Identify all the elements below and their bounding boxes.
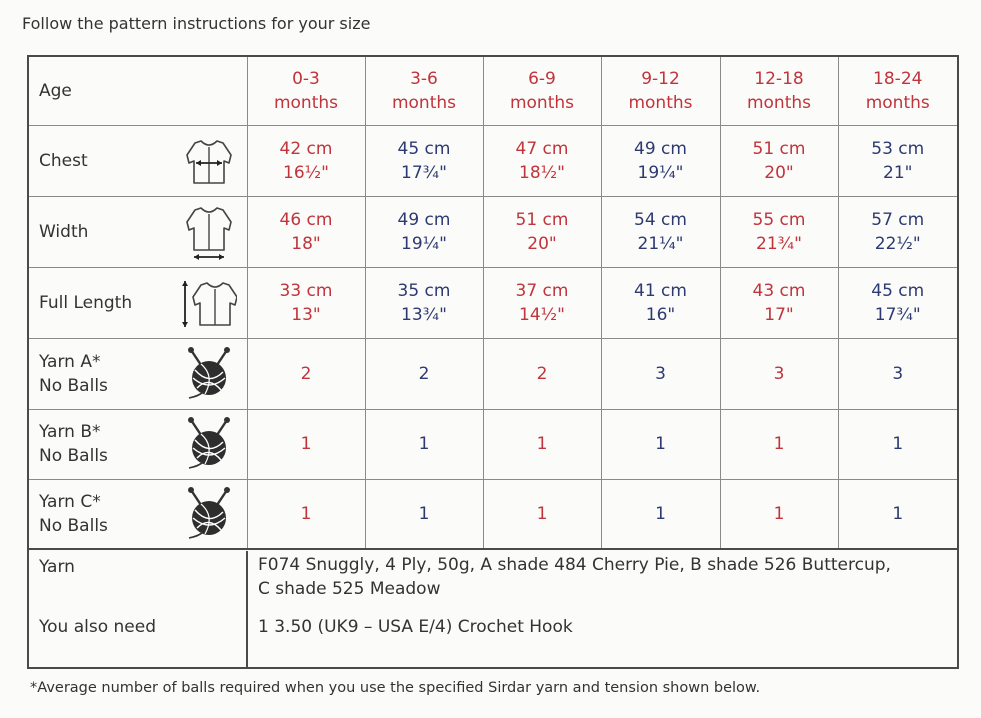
cardigan-chest-icon — [181, 133, 237, 189]
yarn-b-balls: 1 — [838, 409, 957, 479]
width-row — [29, 196, 957, 267]
full-length-row — [29, 267, 957, 338]
size-table — [29, 57, 957, 550]
row-label-yarn-a: Yarn A* No Balls — [39, 351, 108, 396]
materials-section — [29, 551, 957, 669]
width-value: 57 cm 22½" — [838, 196, 957, 267]
yarn-a-balls: 2 — [247, 338, 365, 409]
yarn-ball-icon — [181, 416, 237, 472]
row-label-cell — [29, 196, 247, 267]
size-header: 6-9 months — [483, 57, 601, 125]
chest-value: 45 cm 17¾" — [365, 125, 483, 196]
width-value: 55 cm 21¾" — [720, 196, 838, 267]
row-label-cell — [29, 409, 247, 479]
chest-value: 51 cm 20" — [720, 125, 838, 196]
yarn-c-balls: 1 — [365, 479, 483, 549]
cardigan-length-icon — [181, 275, 237, 331]
length-value: 35 cm 13¾" — [365, 267, 483, 338]
divider — [246, 551, 248, 669]
cardigan-width-icon — [181, 204, 237, 260]
length-value: 45 cm 17¾" — [838, 267, 957, 338]
size-header: 12-18 months — [720, 57, 838, 125]
yarn-b-balls: 1 — [483, 409, 601, 479]
yarn-c-balls: 1 — [838, 479, 957, 549]
row-label-cell — [29, 57, 247, 125]
length-value: 43 cm 17" — [720, 267, 838, 338]
yarn-a-balls: 3 — [838, 338, 957, 409]
chest-value: 42 cm 16½" — [247, 125, 365, 196]
footnote: *Average number of balls required when you use the specified Sirdar yarn and tension shown below. — [30, 680, 761, 696]
yarn-a-balls: 2 — [483, 338, 601, 409]
age-row — [29, 57, 957, 125]
size-header: 18-24 months — [838, 57, 957, 125]
width-value: 49 cm 19¼" — [365, 196, 483, 267]
row-label-yarn-c: Yarn C* No Balls — [39, 491, 108, 536]
width-value: 46 cm 18" — [247, 196, 365, 267]
page-heading: Follow the pattern instructions for your size — [22, 14, 371, 33]
chest-value: 53 cm 21" — [838, 125, 957, 196]
yarn-b-balls: 1 — [720, 409, 838, 479]
row-label-yarn-b: Yarn B* No Balls — [39, 422, 108, 466]
yarn-a-row — [29, 338, 957, 409]
chest-value: 47 cm 18½" — [483, 125, 601, 196]
size-header: 9-12 months — [601, 57, 720, 125]
row-label-cell — [29, 125, 247, 196]
also-need-text: 1 3.50 (UK9 – USA E/4) Crochet Hook — [258, 617, 573, 637]
yarn-b-balls: 1 — [601, 409, 720, 479]
yarn-b-row — [29, 409, 957, 479]
size-header: 3-6 months — [365, 57, 483, 125]
row-label-cell — [29, 338, 247, 409]
row-label-cell — [29, 479, 247, 549]
chest-row — [29, 125, 957, 196]
row-label-full-length: Full Length — [39, 292, 133, 313]
width-value: 51 cm 20" — [483, 196, 601, 267]
also-need-label: You also need — [39, 617, 156, 637]
length-value: 33 cm 13" — [247, 267, 365, 338]
yarn-a-balls: 3 — [720, 338, 838, 409]
row-label-cell — [29, 267, 247, 338]
yarn-ball-icon — [181, 486, 237, 542]
width-value: 54 cm 21¼" — [601, 196, 720, 267]
size-table-frame — [27, 55, 959, 669]
yarn-a-balls: 3 — [601, 338, 720, 409]
yarn-label: Yarn — [39, 557, 75, 577]
chest-value: 49 cm 19¼" — [601, 125, 720, 196]
yarn-c-balls: 1 — [720, 479, 838, 549]
yarn-b-balls: 1 — [247, 409, 365, 479]
yarn-c-balls: 1 — [601, 479, 720, 549]
yarn-c-balls: 1 — [483, 479, 601, 549]
row-label-width: Width — [39, 221, 89, 242]
yarn-c-balls: 1 — [247, 479, 365, 549]
length-value: 41 cm 16" — [601, 267, 720, 338]
yarn-c-row — [29, 479, 957, 549]
yarn-description: F074 Snuggly, 4 Ply, 50g, A shade 484 Cherry Pie, B shade 526 Buttercup, C shade 525 Meadow — [258, 555, 891, 599]
yarn-b-balls: 1 — [365, 409, 483, 479]
yarn-ball-icon — [181, 346, 237, 402]
yarn-a-balls: 2 — [365, 338, 483, 409]
size-header: 0-3 months — [247, 57, 365, 125]
length-value: 37 cm 14½" — [483, 267, 601, 338]
row-label-age: Age — [39, 80, 72, 101]
row-label-chest: Chest — [39, 150, 88, 171]
